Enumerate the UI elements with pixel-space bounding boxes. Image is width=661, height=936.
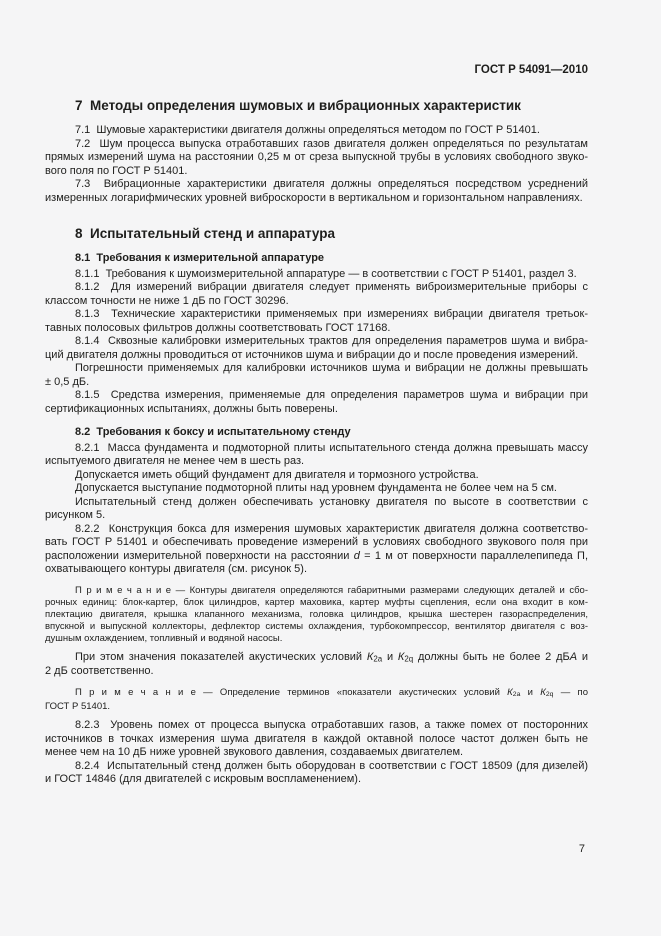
text-line: [45, 585, 588, 597]
note-paragraph: [45, 687, 588, 713]
text-line: [45, 523, 588, 537]
paragraph: [45, 268, 588, 282]
text-line: [45, 192, 588, 206]
text-line: [45, 335, 588, 349]
text-line: [45, 773, 588, 787]
text-run: Допускается выступание подмоторной плиты над уровнем фундамента не более чем на 5 см.: [75, 482, 557, 494]
text-line: [45, 665, 588, 679]
text-run: и: [520, 686, 541, 698]
subscript: 2q: [404, 653, 414, 663]
paragraph: [45, 124, 588, 138]
text-run: Погрешности применяемых для калибровки источников шума и вибрации не должны превышать: [75, 362, 588, 374]
subscript: 2а: [512, 691, 521, 699]
text-line: [45, 403, 588, 417]
text-line: [45, 389, 588, 403]
text-run: классом точности не ниже 1 дБ по ГОСТ 30296.: [45, 294, 289, 307]
italic-symbol: К: [366, 650, 374, 663]
section-heading: 8 Испытательный стенд и аппаратура: [75, 226, 336, 241]
text-run: расположении измерительной поверхности на расстоянии: [45, 549, 354, 562]
text-run: — по: [553, 686, 588, 698]
text-line: [45, 308, 588, 322]
text-line: [45, 733, 588, 747]
text-run: 8.1.5 Средства измерения, применяемые для определения параметров шума и вибрации при: [75, 389, 588, 401]
subscript: 2а: [373, 653, 383, 663]
text-run: 8.1.4 Сквозные калибровки измерительных трактов для определения параметров шума и вибра-: [75, 335, 588, 347]
text-line: [45, 563, 588, 577]
note-paragraph: [45, 585, 588, 645]
italic-symbol: К: [507, 686, 513, 698]
text-line: [45, 268, 588, 282]
text-run: душным охлаждением, топливный и водяной насосы.: [45, 632, 283, 644]
text-line: [45, 469, 588, 483]
text-line: [45, 746, 588, 760]
text-line: [45, 496, 588, 510]
text-run: 8.1.1 Требования к шумоизмерительной аппаратуре — в соответствии с ГОСТ Р 51401, раздел 3.: [75, 267, 577, 280]
italic-symbol: К: [540, 686, 546, 698]
text-run: сертификационных испытаниях, должны быть поверены.: [45, 402, 338, 415]
page-number: 7: [578, 843, 585, 855]
paragraph: [45, 760, 588, 787]
text-run: Допускается иметь общий фундамент для двигателя и тормозного устройства.: [75, 468, 479, 481]
paragraph: [45, 138, 588, 179]
text-run: испытуемого двигателя не менее чем в шесть раз.: [45, 455, 305, 467]
text-line: [45, 550, 588, 564]
text-run: 8.2.1 Масса фундамента и подмоторной плиты испытательного стенда должна превышать массу: [75, 441, 588, 454]
text-run: прямых измерений шума на расстоянии 0,25 м от среза выпускной трубы в условиях свободного звуко-: [45, 151, 588, 163]
text-line: [45, 138, 588, 152]
text-run: ГОСТ Р 51401.: [45, 701, 111, 713]
text-line: [45, 633, 588, 645]
text-run: 8.1.3 Технические характеристики применяемых при измерениях вибрации двигателя третьок-: [75, 308, 588, 320]
text-line: [45, 376, 588, 390]
text-line: [45, 687, 588, 701]
text-line: [45, 719, 588, 733]
text-line: [45, 322, 588, 336]
text-line: [45, 536, 588, 550]
text-line: [45, 362, 588, 376]
text-run: охватывающего контуры двигателя (см. рисунок 5).: [45, 563, 308, 575]
paragraph: [45, 308, 588, 335]
text-line: [45, 349, 588, 363]
text-line: [45, 455, 588, 469]
text-line: [45, 651, 588, 666]
section-heading: 7 Методы определения шумовых и вибрационных характеристик: [75, 98, 521, 113]
text-run: При этом значения показателей акустических условий: [75, 650, 367, 663]
text-run: П р и м е ч а н и е — Контуры двигателя определяются габаритными размерами следующих деталей и сбо-: [75, 584, 588, 596]
document-code-header: ГОСТ Р 54091—2010: [474, 64, 588, 76]
text-run: 2 дБ соответственно.: [45, 665, 154, 678]
text-run: вого поля по ГОСТ Р 51401.: [45, 164, 188, 177]
text-run: тавных полосовых фильтров должны соответствовать ГОСТ 17168.: [45, 321, 391, 334]
text-line: [45, 621, 588, 633]
text-line: [45, 701, 588, 713]
paragraph: [45, 389, 588, 416]
italic-symbol: К: [397, 650, 405, 663]
paragraph: [45, 523, 588, 577]
paragraph: [45, 442, 588, 469]
text-line: [45, 482, 588, 496]
text-run: 8.1.2 Для измерений вибрации двигателя следует применять виброизмерительные приборы с: [75, 281, 588, 293]
paragraph: [45, 335, 588, 362]
text-run: ± 0,5 дБ.: [45, 375, 90, 388]
text-run: вать ГОСТ Р 51401 и обеспечивать проведение измерений в условиях свободного звукового поля при: [45, 536, 588, 548]
text-line: [45, 124, 588, 138]
text-run: впускной и выпускной коллекторы, дефлектор системы охлаждения, турбокомпрессор, вентилятор двигателя с воз-: [45, 620, 588, 632]
text-run: должны быть не более 2 дБ: [413, 650, 570, 663]
text-line: [45, 178, 588, 192]
paragraph: [45, 281, 588, 308]
text-run: источников в точках измерения шума двигателя в каждой октавной полосе частот должен быть не: [45, 732, 588, 745]
text-run: рисунком 5.: [45, 509, 106, 521]
text-run: П р и м е ч а н и е — Определение терминов «показатели акустических условий: [75, 686, 508, 698]
text-run: 7.1 Шумовые характеристики двигателя должны определяться методом по ГОСТ Р 51401.: [75, 124, 540, 136]
text-run: менее чем на 10 дБ ниже уровней звукового давления, создаваемых двигателем.: [45, 746, 464, 759]
subsection-heading: 8.1 Требования к измерительной аппаратуре: [75, 252, 325, 264]
text-line: [45, 509, 588, 523]
text-run: Испытательный стенд должен обеспечивать установку двигателя по высоте в соответствии с: [75, 495, 588, 508]
text-run: 8.2.2 Конструкция бокса для измерения шумовых характеристик двигателя должна соответство-: [75, 522, 588, 535]
text-line: [45, 295, 588, 309]
subsection-heading: 8.2 Требования к боксу и испытательному стенду: [75, 426, 351, 438]
text-line: [45, 151, 588, 165]
text-run: 8.2.4 Испытательный стенд должен быть оборудован в соответствии с ГОСТ 18509 (для дизелей): [75, 759, 588, 772]
text-run: ций двигателя должны проводиться от источников шума и вибрации до и после проведения измерений.: [45, 348, 579, 361]
text-run: 8.2.3 Уровень помех от процесса выпуска отработавших газов, а также помех от посторонних: [75, 719, 588, 732]
paragraph: [45, 469, 588, 483]
document-content: [45, 97, 588, 787]
text-run: и: [382, 650, 398, 663]
paragraph: [45, 719, 588, 760]
subscript: 2q: [545, 691, 554, 699]
paragraph: [45, 651, 588, 679]
text-run: рочных единиц: блок-картер, блок цилиндров, картер маховика, картер муфты сцепления, если она входит в ком-: [45, 596, 588, 608]
paragraph: [45, 178, 588, 205]
text-line: [45, 281, 588, 295]
text-run: плектацию двигателя, крышка клапанного механизма, головка цилиндров, крышка шестерен газораспределения,: [45, 608, 588, 620]
italic-symbol: А: [569, 650, 578, 663]
paragraph: [45, 362, 588, 389]
text-line: [45, 609, 588, 621]
text-run: 7.3 Вибрационные характеристики двигателя должны определяться посредством усреднений: [75, 178, 588, 190]
text-run: измеренных логарифмических уровней виброскорости в вертикальном и горизонтальном направлениях.: [45, 191, 583, 204]
text-line: [45, 597, 588, 609]
text-line: [45, 760, 588, 774]
text-run: = 1 м от поверхности параллелепипеда П,: [359, 549, 588, 562]
text-run: и: [577, 650, 588, 663]
paragraph: [45, 496, 588, 523]
text-run: и ГОСТ 14846 (для двигателей с искровым воспламенением).: [45, 773, 362, 786]
text-line: [45, 165, 588, 179]
text-run: 7.2 Шум процесса выпуска отработавших газов двигателя должен определяться по результатам: [75, 137, 588, 150]
italic-symbol: d: [353, 549, 360, 562]
paragraph: [45, 482, 588, 496]
text-line: [45, 442, 588, 456]
